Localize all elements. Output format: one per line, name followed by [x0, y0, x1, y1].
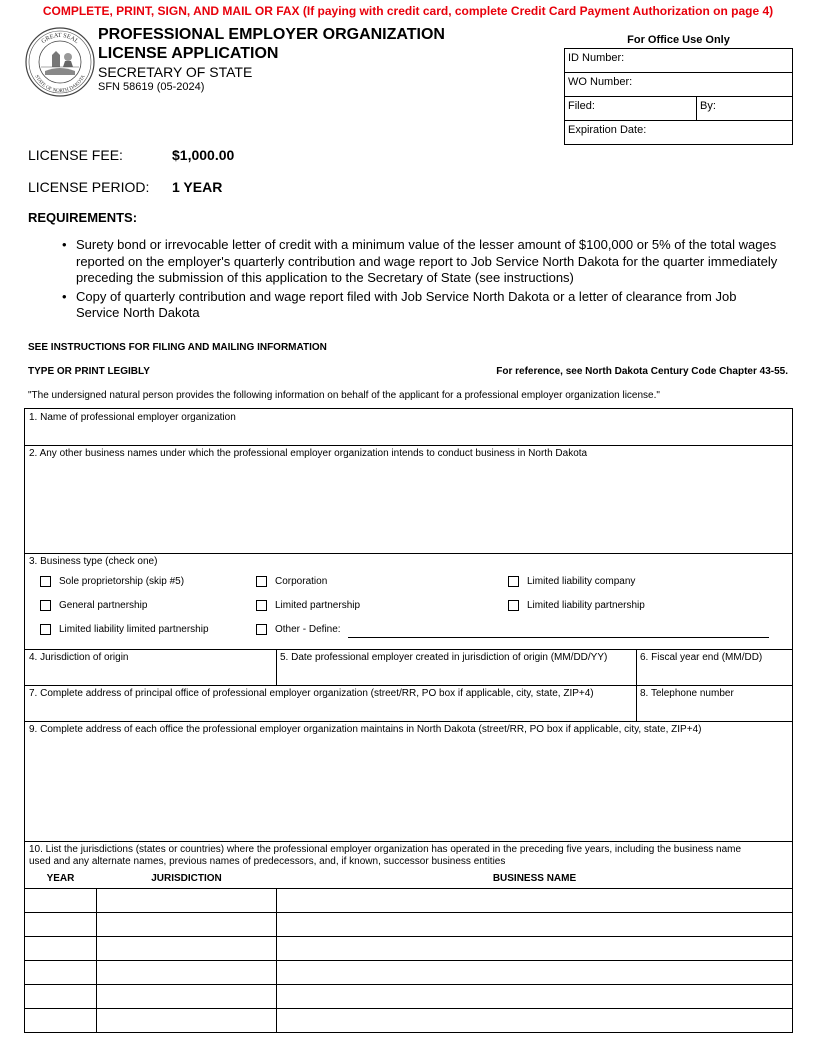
q6-input[interactable] [637, 664, 792, 685]
license-period-label: LICENSE PERIOD: [28, 179, 150, 195]
q7-input[interactable] [25, 700, 636, 721]
table-row[interactable] [25, 961, 792, 984]
svg-text:GREAT SEAL: GREAT SEAL [40, 31, 80, 46]
type-or-print-note: TYPE OR PRINT LEGIBLY [28, 366, 150, 377]
q10-label-line2: used and any alternate names, previous names of predecessors, and, if known, successor business entities [29, 856, 506, 867]
table-row[interactable] [25, 937, 792, 960]
q8-label: 8. Telephone number [640, 688, 734, 699]
q5-input[interactable] [277, 664, 636, 685]
row-divider [25, 841, 792, 842]
q6-label: 6. Fiscal year end (MM/DD) [640, 652, 763, 663]
q4-input[interactable] [25, 664, 276, 685]
table-row[interactable] [25, 985, 792, 1008]
checkbox-corporation[interactable] [256, 576, 267, 587]
license-fee-label: LICENSE FEE: [28, 147, 123, 163]
svg-text:STATE OF NORTH DAKOTA: STATE OF NORTH DAKOTA [33, 74, 87, 95]
see-instructions-note: SEE INSTRUCTIONS FOR FILING AND MAILING INFORMATION [28, 342, 327, 353]
requirement-item: • Copy of quarterly contribution and wage report filed with Job Service North Dakota or a letter of clearance from Job Service North Dakota [62, 289, 782, 322]
form-title-line1: PROFESSIONAL EMPLOYER ORGANIZATION [98, 26, 445, 43]
table-row[interactable] [25, 1009, 792, 1032]
form-number: SFN 58619 (05-2024) [98, 81, 205, 93]
q10-label-line1: 10. List the jurisdictions (states or countries) where the professional employer organization has operated in the preceding five years, including the business name [29, 844, 742, 855]
agency-name: SECRETARY OF STATE [98, 64, 253, 80]
label-corporation: Corporation [275, 576, 328, 587]
q8-input[interactable] [637, 700, 792, 721]
label-llp: Limited liability partnership [527, 600, 645, 611]
label-llc: Limited liability company [527, 576, 636, 587]
checkbox-sole-proprietorship[interactable] [40, 576, 51, 587]
column-header-jurisdiction: JURISDICTION [151, 873, 222, 884]
office-by: By: [700, 100, 716, 112]
table-row[interactable] [25, 889, 792, 912]
form-title-line2: LICENSE APPLICATION [98, 45, 279, 62]
office-use-box [564, 48, 793, 145]
office-filed-row [565, 97, 792, 121]
checkbox-llc[interactable] [508, 576, 519, 587]
requirements-list [62, 237, 782, 324]
q2-input[interactable] [25, 461, 792, 553]
q1-label: 1. Name of professional employer organization [29, 412, 236, 423]
office-id-number: ID Number: [565, 49, 792, 73]
label-other: Other - Define: [275, 624, 341, 635]
row-divider [25, 685, 792, 686]
row-divider [25, 721, 792, 722]
column-header-business-name: BUSINESS NAME [492, 873, 577, 884]
checkbox-limited-partnership[interactable] [256, 600, 267, 611]
q5-label: 5. Date professional employer created in jurisdiction of origin (MM/DD/YY) [280, 652, 608, 663]
q9-label: 9. Complete address of each office the professional employer organization maintains in North Dakota (street/RR, PO box if applicable, city, state, ZIP+4) [29, 724, 702, 735]
label-general-partnership: General partnership [59, 600, 148, 611]
row-divider [25, 553, 792, 554]
checkbox-lllp[interactable] [40, 624, 51, 635]
office-use-title: For Office Use Only [627, 34, 730, 46]
application-form [24, 408, 793, 1033]
instruction-banner: COMPLETE, PRINT, SIGN, AND MAIL OR FAX (If paying with credit card, complete Credit Card Payment Authorization on page 4) [42, 4, 774, 18]
q2-label: 2. Any other business names under which the professional employer organization intends to conduct business in North Dakota [29, 448, 588, 459]
row-divider [25, 649, 792, 650]
checkbox-general-partnership[interactable] [40, 600, 51, 611]
label-lllp: Limited liability limited partnership [59, 624, 209, 635]
requirements-label: REQUIREMENTS: [28, 210, 138, 225]
reference-note: For reference, see North Dakota Century Code Chapter 43-55. [496, 366, 788, 377]
office-wo-number: WO Number: [565, 73, 792, 97]
row-divider [25, 445, 792, 446]
q7-label: 7. Complete address of principal office of professional employer organization (street/RR, PO box if applicable, city, state, ZIP+4) [29, 688, 594, 699]
undersigned-statement: "The undersigned natural person provides the following information on behalf of the applicant for a professional employer organization license." [28, 390, 660, 401]
column-header-year: YEAR [46, 873, 75, 884]
q4-label: 4. Jurisdiction of origin [29, 652, 129, 663]
checkbox-llp[interactable] [508, 600, 519, 611]
q9-input[interactable] [25, 737, 792, 841]
state-seal-logo [25, 27, 95, 97]
license-fee-value: $1,000.00 [172, 147, 235, 163]
checkbox-other[interactable] [256, 624, 267, 635]
other-define-input[interactable] [348, 625, 769, 638]
office-filed: Filed: [565, 97, 697, 121]
label-sole-proprietorship: Sole proprietorship (skip #5) [59, 576, 185, 587]
table-row[interactable] [25, 913, 792, 936]
license-period-value: 1 YEAR [172, 179, 223, 195]
q3-label: 3. Business type (check one) [29, 556, 158, 567]
label-limited-partnership: Limited partnership [275, 600, 361, 611]
requirement-item: • Surety bond or irrevocable letter of credit with a minimum value of the lesser amount of $100,000 or 5% of the total wages reported on the employer's quarterly contribution and wage report to Job Service North Dakota for the quarter immediately preceding the submission of this application to the Secretary of State (see instructions) [62, 237, 782, 287]
form-title [98, 25, 445, 63]
office-expiration-date: Expiration Date: [568, 124, 647, 136]
q1-input[interactable] [25, 423, 792, 445]
